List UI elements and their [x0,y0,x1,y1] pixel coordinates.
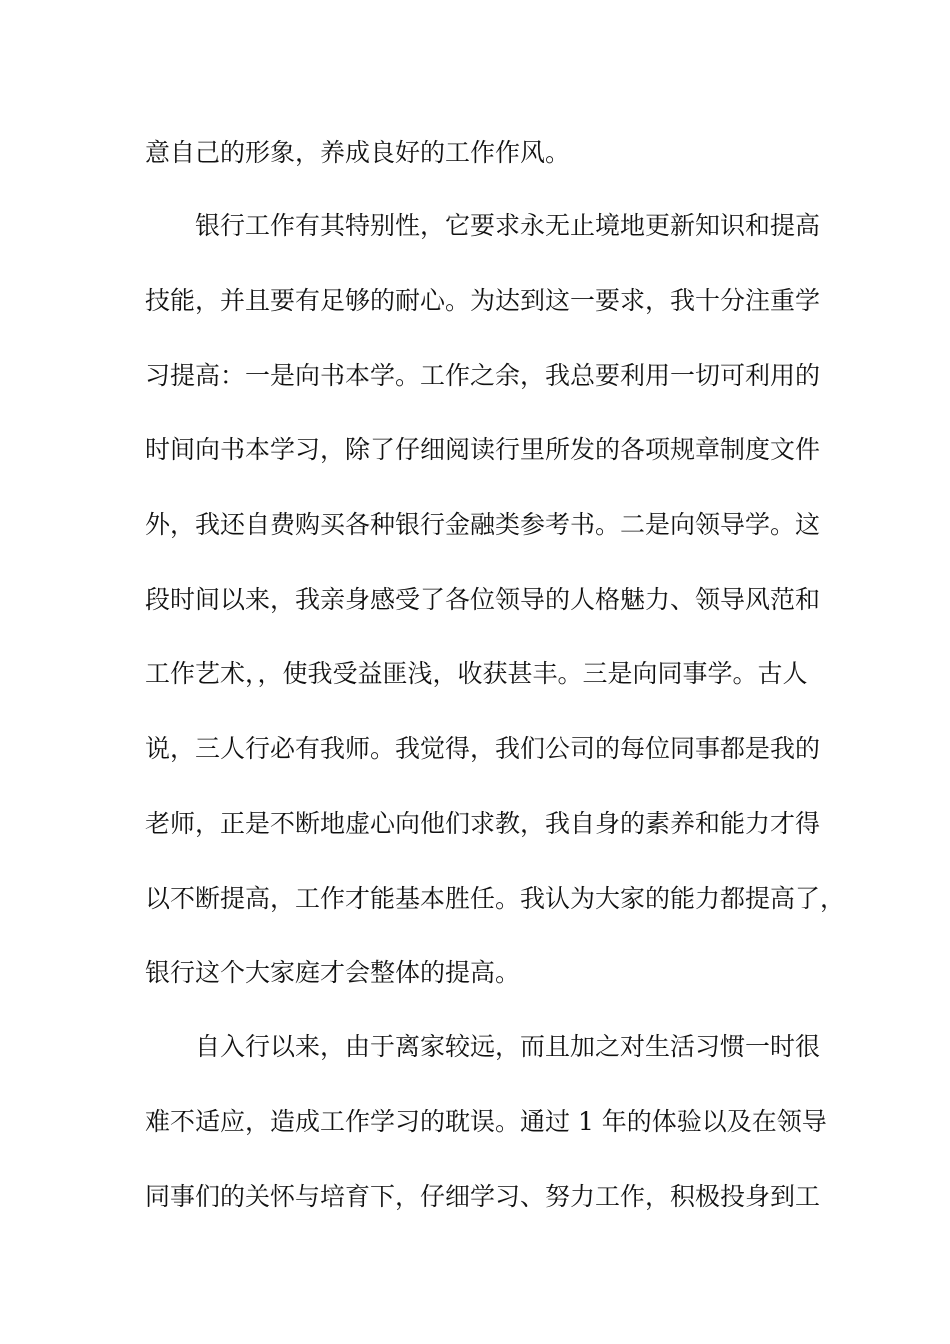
text-line-1: 意自己的形象，养成良好的工作作风。 [145,138,571,167]
text-line-5: 时间向书本学习，除了仔细阅读行里所发的各项规章制度文件 [145,435,821,464]
text-line-15: 同事们的关怀与培育下，仔细学习、努力工作，积极投身到工 [145,1182,821,1211]
text-line-7: 段时间以来，我亲身感受了各位领导的人格魅力、领导风范和 [145,585,821,614]
text-line-8: 工作艺术，，使我受益匪浅，收获甚丰。三是向同事学。古人 [145,659,808,688]
text-line-10: 老师，正是不断地虚心向他们求教，我自身的素养和能力才得 [145,809,821,838]
text-line-9: 说，三人行必有我师。我觉得，我们公司的每位同事都是我的 [145,734,821,763]
text-line-14: 难不适应，造成工作学习的耽误。通过 1 年的体验以及在领导 [145,1107,827,1136]
text-line-4: 习提高：一是向书本学。工作之余，我总要利用一切可利用的 [145,361,821,390]
text-line-11: 以不断提高，工作才能基本胜任。我认为大家的能力都提高了， [145,884,846,913]
text-line-6: 外，我还自费购买各种银行金融类参考书。二是向领导学。这 [145,510,821,539]
text-line-2: 银行工作有其特别性，它要求永无止境地更新知识和提高 [195,211,821,240]
text-line-12: 银行这个大家庭才会整体的提高。 [145,958,521,987]
text-line-3: 技能，并且要有足够的耐心。为达到这一要求，我十分注重学 [145,286,821,315]
text-line-13: 自入行以来，由于离家较远，而且加之对生活习惯一时很 [195,1032,821,1061]
